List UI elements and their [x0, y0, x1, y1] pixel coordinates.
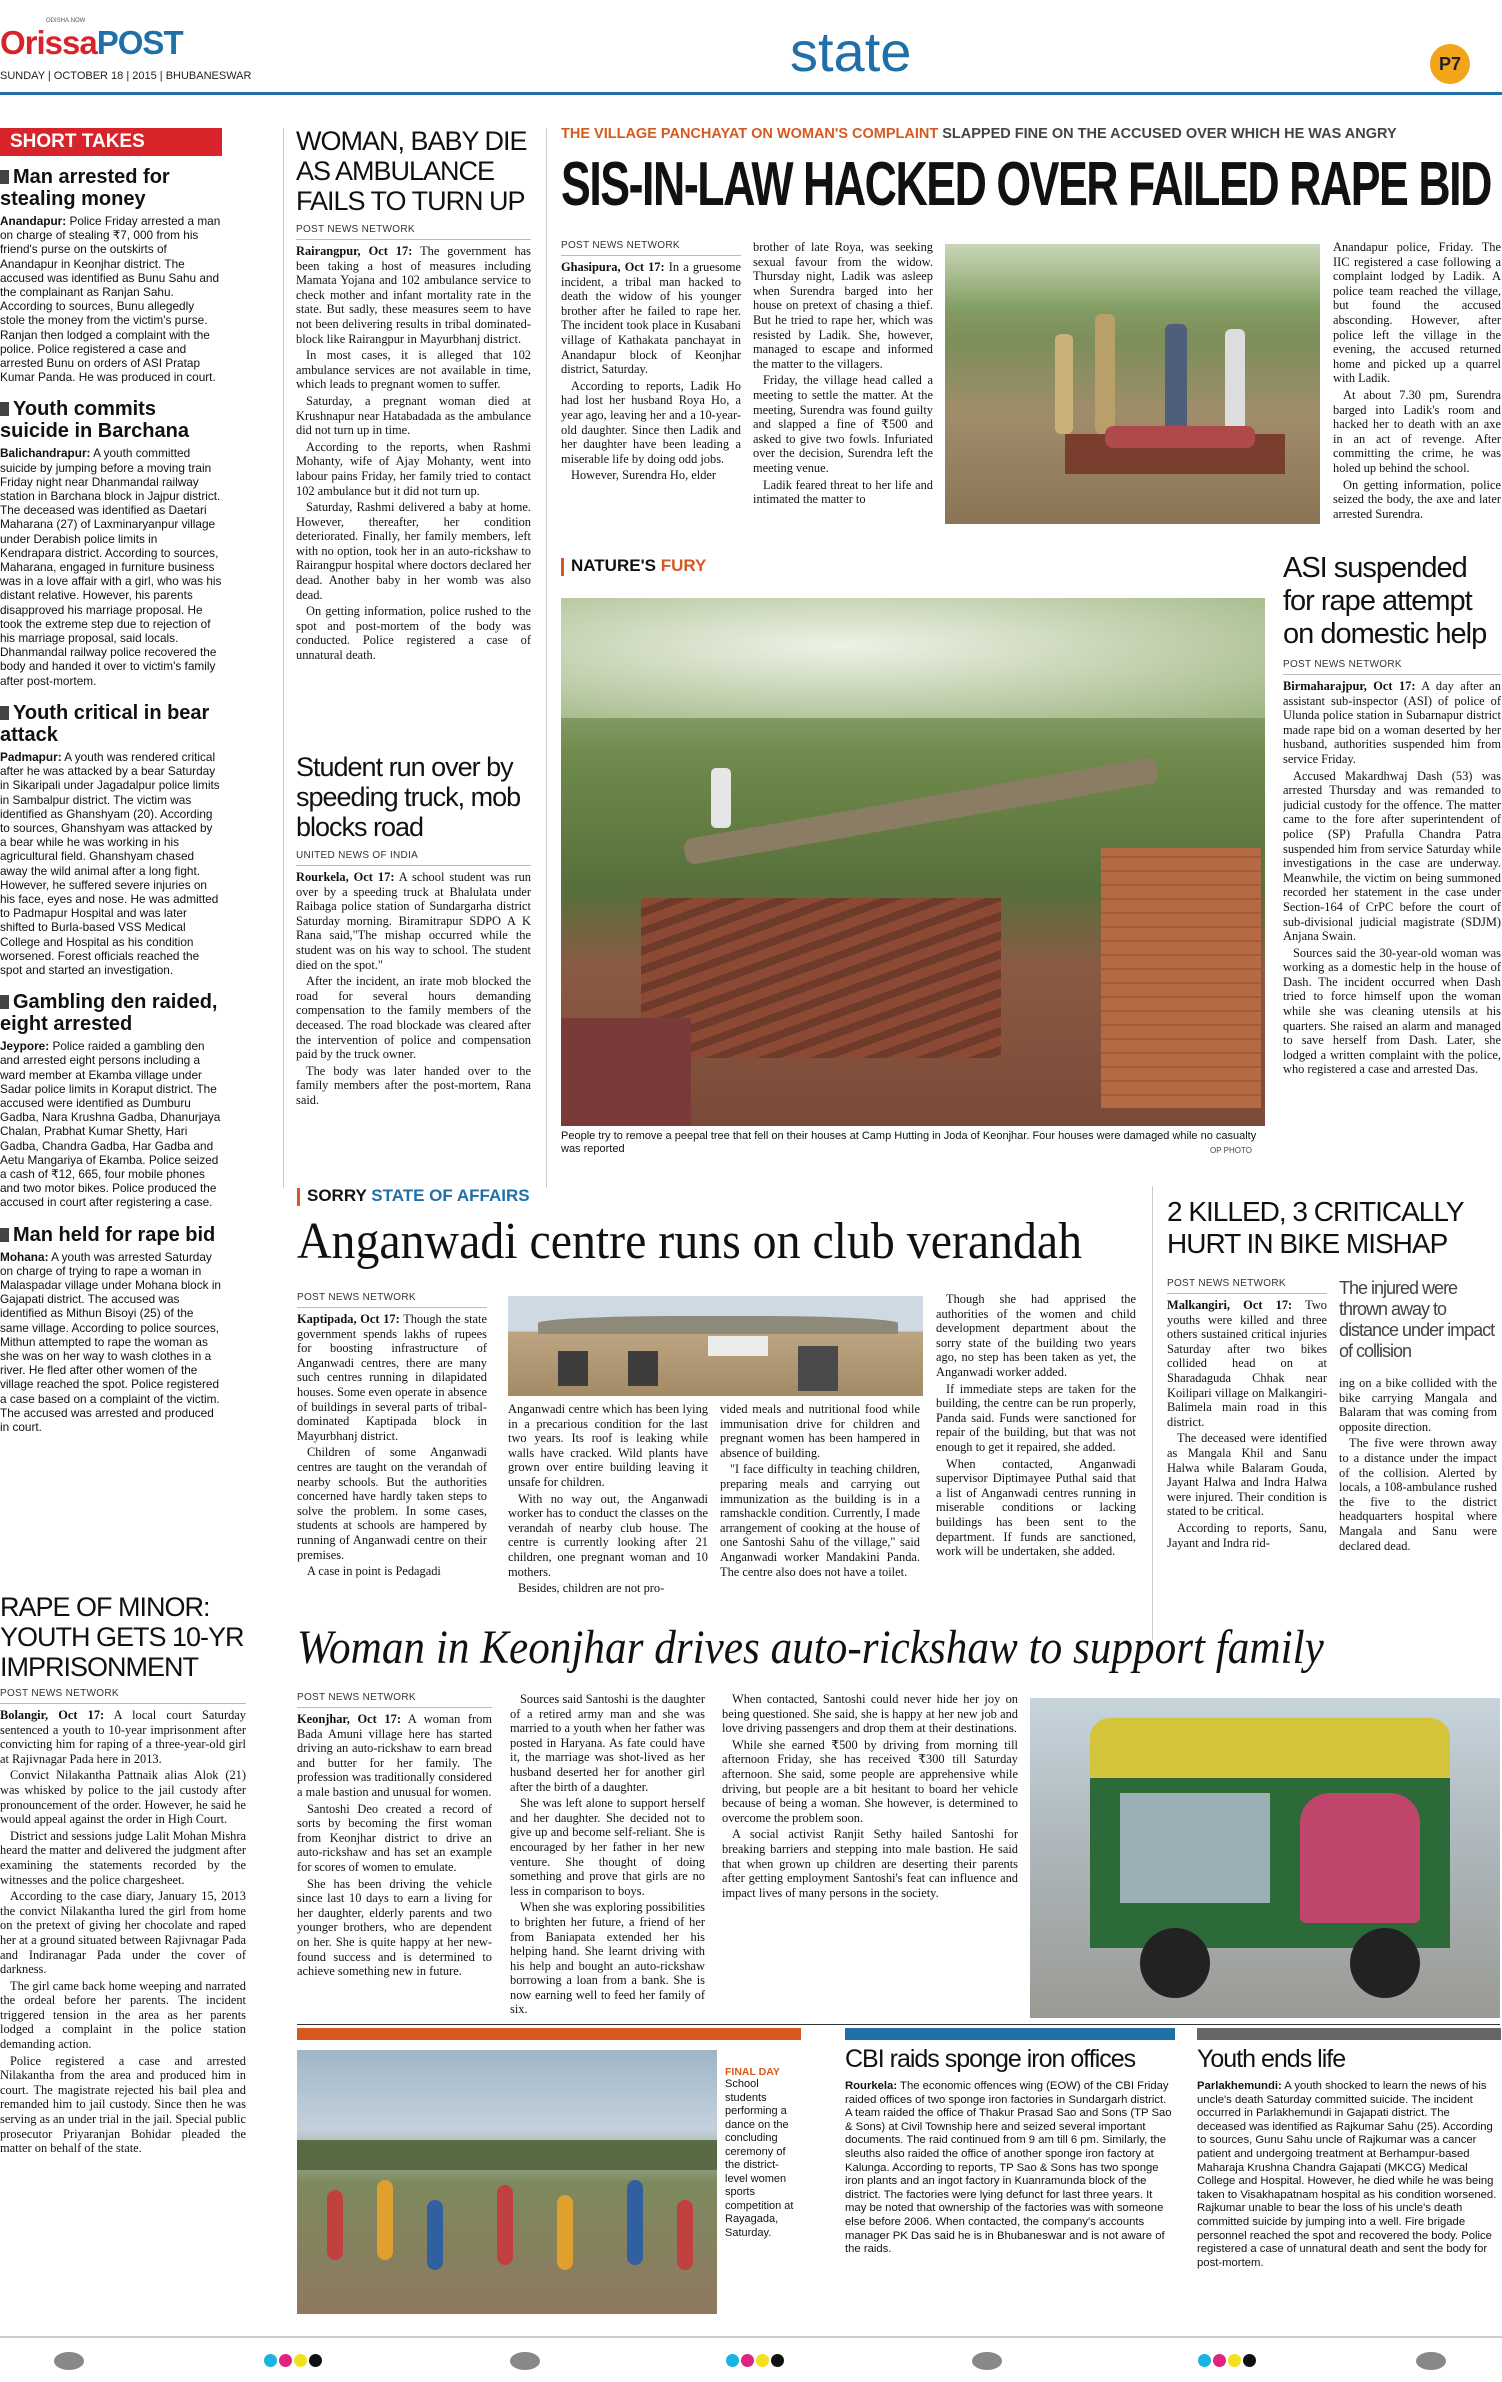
final-day-caption-text: School students performing a dance on the concluding ceremony of the district-level women sports competition at Rayagada, Saturday.	[725, 2078, 794, 2239]
logo-small-text: ODISHA.NOW	[46, 18, 86, 24]
short-takes-column	[0, 128, 222, 1588]
label-part-a: SORRY	[307, 1186, 372, 1205]
dateline: Malkangiri, Oct 17:	[1167, 1298, 1293, 1312]
masthead-rule	[0, 92, 1502, 95]
headline-rape-of-minor: RAPE OF MINOR: YOUTH GETS 10-YR IMPRISONMENT	[0, 1592, 244, 1682]
column-divider	[283, 128, 284, 1188]
bike-mishap-box	[1152, 1186, 1501, 1640]
print-registration-strip	[0, 2336, 1502, 2382]
kicker-part-a: THE VILLAGE PANCHAYAT ON WOMAN'S COMPLAINT	[561, 126, 943, 142]
dateline: Rairangpur, Oct 17:	[296, 244, 413, 258]
sis-in-law-col-2: brother of late Roya, was seeking sexual favour from the widow. Thursday night, Ladik was asleep when Surendra barged into her house on pretext of chasing a thief. But he tried to rape her, which was resisted by Ladik. She, however, managed to escape and informed the matter to the villagers. Friday, the village head called a meeting to settle the matter. At the meeting, Surendra was found guilty and slapped a fine of ₹500 and asked to give two fowls. Infuriated over the decision, Surendra left the meeting venue. Ladik feared threat to her life and intimated the matter to	[753, 240, 933, 507]
dateline: Kaptipada, Oct 17:	[297, 1312, 400, 1326]
square-bullet-icon	[0, 706, 9, 720]
label-bar-icon	[561, 558, 564, 576]
headline-student: Student run over by speeding truck, mob blocks road	[296, 752, 521, 842]
short-take-text: Police raided a gambling den and arrested eight persons including a ward member at Ekamba village under Sadar police limits in Koraput district. The accused were identified as Dumburu Gadba, Nara Krushna Gadba, Dhanurjaya Chalan, Prabhat Kumar Shetty, Hari Gadba, Chandra Gadba, Har Gadba and Aetu Mangariya of Ekamba. Police seized a cash of ₹12, 665, four mobile phones and two motor bikes. Police produced the accused in court after registering a case.	[0, 1039, 221, 1210]
keonjhar-col-1: POST NEWS NETWORK Keonjhar, Oct 17: A woman from Bada Amuni village here has started driving an auto-rickshaw to earn bread and butter for her family. The profession was traditionally considered a male bastion and unusual for women. Santoshi Deo created a record of sorts by becoming the first woman from Keonjhar district to drive an auto-rickshaw and has set an example for scores of women to emulate. She has been driving the vehicle since last 10 days to earn a living for her daughter, elderly parents and two younger brothers, who are dependent on her. She is quite happy at her new-found success and is determined to achieve something new in future.	[297, 1692, 492, 1979]
short-take-item	[0, 166, 222, 384]
short-take-dateline: Anandapur:	[0, 214, 67, 228]
bike-col-2: The injured were thrown away to distance under impact of collision ing on a bike collided with the bike carrying Mangala and Balaram that was coming from opposite direction. The five were thrown away to a distance under the impact of the collision. Alerted by locals, a 108-ambulance rushed the five to the district headquarters hospital where Mangala and Sanu were declared dead.	[1339, 1278, 1497, 1553]
short-take-item	[0, 702, 222, 977]
headline-cbi: CBI raids sponge iron offices	[845, 2045, 1136, 2073]
column-divider	[546, 128, 547, 1188]
color-dots-icon	[1198, 2354, 1258, 2372]
short-take-headline: Youth critical in bear attack	[0, 701, 210, 746]
dateline: Parlakhemundi:	[1197, 2080, 1282, 2092]
headline-youth-life: Youth ends life	[1197, 2045, 1346, 2073]
short-take-text: A youth committed suicide by jumping before a moving train Friday night near Dhanmandal railway station in Barchana block in Jajpur district. The deceased was identified as Daetari Maharana (27) of Laxminaryanpur village under Derabish police limits in Kendrapara district. According to sources, Maharana, engaged in furniture business was in a love affair with a girl, who was his distant relative. However, his parents disapproved his marriage proposal. He took the extreme step due to rejection of his marriage proposal, said locals. Dhanmandal railway police recovered the body and handed it over to victim's family after post-mortem.	[0, 446, 222, 688]
label-sorry-state	[297, 1186, 530, 1206]
byline: POST NEWS NETWORK	[297, 1292, 487, 1308]
short-take-headline: Youth commits suicide in Barchana	[0, 398, 189, 443]
photo-fallen-tree	[561, 598, 1265, 1126]
registration-mark-icon	[54, 2352, 84, 2370]
story-student	[296, 752, 531, 1172]
section-divider	[297, 2024, 1500, 2025]
story-rape-of-minor	[0, 1592, 246, 2312]
final-day-orange-bar	[297, 2028, 801, 2040]
kicker-part-b: SLAPPED FINE ON THE ACCUSED OVER WHICH HE WAS ANGRY	[942, 126, 1397, 142]
headline-sis-in-law: SIS-IN-LAW HACKED OVER FAILED RAPE BID	[561, 150, 1491, 219]
short-take-item	[0, 991, 222, 1209]
story-body: Rourkela, Oct 17: A school student was run over by a speeding truck at Bhalulata under Raibaga police station of Sundargarha district Saturday morning. Biramitrapur SDPO A K Rana said,"The mishap occurred while the student was on his way to school. The student died on the spot." After the incident, an irate mob blocked the road for several hours demanding compensation to the family members of the deceased. The road blockade was cleared after the intervention of police and compensation paid by the truck owner. The body was later handed over to the family members after the post-mortem, Rana said.	[296, 870, 531, 1107]
square-bullet-icon	[0, 402, 9, 416]
photo-anganwadi-building	[508, 1296, 923, 1396]
masthead	[0, 0, 1502, 100]
dateline: Keonjhar, Oct 17:	[297, 1712, 401, 1726]
keonjhar-col-2: Sources said Santoshi is the daughter of a retired army man and she was married to a youth when her father was posted in Haryana. As fate could have it, the marriage was shot-lived as her husband deserted her for another girl after the birth of a daughter. She was left alone to support herself and her daughter. She decided not to give up and become self-reliant. She is encouraged by her father in her new venture. She thought of doing something and prove that girls are no less in comparison to boys. When she was exploring possibilities to brighten her future, a friend of her from Baniapata extended her his helping hand. She learnt driving with his help and bought an auto-rickshaw borrowing a loan from a bank. She is now earning well to feed her family of six.	[510, 1692, 705, 2017]
label-natures-fury	[561, 556, 706, 576]
short-take-dateline: Mohana:	[0, 1249, 49, 1264]
anganwadi-col-4: Though she had apprised the authorities of the women and child development department about the sorry state of the building two years ago, no step has been taken as yet, the Anganwadi worker added. If immediate steps are taken for the building, the centre can be run properly, Panda said. Funds were sanctioned for repair of the building, but that was not enough to get it repaired, she added. When contacted, Anganwadi supervisor Diptimayee Puthal said that a list of Anganwadi centres running in miserable conditions or lacking buildings has been sent to the department. If funds are sanctioned, work will be undertaken, she added.	[936, 1292, 1136, 1559]
logo	[0, 18, 183, 62]
color-dots-icon	[726, 2354, 786, 2372]
square-bullet-icon	[0, 995, 9, 1009]
cbi-blue-bar	[845, 2028, 1175, 2040]
label-part-b: FURY	[660, 556, 707, 575]
story-body: Rairangpur, Oct 17: The government has been taking a host of measures including Mamata Yojana and 102 ambulance service to check mother and infant mortality rate in the state. But sadly, these measures seem to have not been delivering results in tribal dominated-block like Rairangpur in Mayurbhanj district. In most cases, it is alleged that 102 ambulance services are not available in time, which leads to pregnant women to suffer. Saturday, a pregnant woman died at Krushnapur near Hatabadada as the ambulance did not turn up in time. According to the reports, when Rashmi Mohanty, wife of Ajay Mohanty, went into labour pains Friday, her family tried to contact 102 ambulance but it did not turn up. Saturday, Rashmi delivered a baby at home. However, thereafter, her condition deteriorated. Finally, her family members, left with no option, took her in an auto-rickshaw to Rairangpur hospital where doctors declared her dead. Another baby in her womb was also dead. On getting information, police rushed to the spot and post-mortem of the body was conducted. Police registered a case of unnatural death.	[296, 244, 531, 663]
final-day-kicker: FINAL DAY	[725, 2066, 780, 2078]
sis-in-law-col-1: POST NEWS NETWORK Ghasipura, Oct 17: In a gruesome incident, a tribal man hacked to death the widow of his younger brother after he failed to rape her. The incident took place in Kusabani village of Kathakata panchayat in Anandapur block of Keonjhar district, Saturday. According to reports, Ladik Ho had lost her husband Roya Ho, a year ago, leaving her and a 10-year-old daughter. Since then Ladik and her daughter have been leading a miserable life by doing odd jobs. However, Surendra Ho, elder	[561, 240, 741, 483]
short-take-dateline: Padmapur:	[0, 749, 62, 764]
short-take-dateline: Jeypore:	[0, 1039, 50, 1054]
youth-life-bar	[1197, 2028, 1501, 2040]
dateline: Bolangir, Oct 17:	[0, 1708, 105, 1722]
short-take-text: A youth was arrested Saturday on charge of trying to rape a woman in Malaspadar village under Mohana block in Gajapati district. The accused was identified as Mithun Bisoyi (25) of the same village. According to police sources, Mithun attempted to rape the woman as she was on her way to wash clothes in a river. He fled after other women of the village reached the spot. Police registered a case based on a complaint of the victim. The accused was arrested and produced in court.	[0, 1249, 221, 1435]
photo-school-dance	[297, 2050, 717, 2314]
short-take-dateline: Balichandrapur:	[0, 446, 91, 461]
short-take-headline: Man arrested for stealing money	[0, 166, 170, 210]
headline-asi: ASI suspended for rape attempt on domestic help	[1283, 552, 1487, 650]
sis-in-law-col-3: Anandapur police, Friday. The IIC registered a case following a complaint lodged by Ladik. A police team reached the village, but found the accused absconding. However, after police left the village in the evening, the accused returned home and picked up a quarrel with Ladik. At about 7.30 pm, Surendra barged into Ladik's room and hacked her to death with an axe in an act of revenge. After committing the crime, he was holed up behind the school. On getting information, police seized the body, the axe and later arrested Surendra.	[1333, 240, 1501, 521]
square-bullet-icon	[0, 1228, 9, 1242]
story-body: Bolangir, Oct 17: A local court Saturday sentenced a youth to 10-year imprisonment after convicting him for raping of a three-year-old girl at Rajivnagar Pada here in 2013. Convict Nilakantha Pattnaik alias Alok (21) was whisked by police to the jail custody after pronouncement of the order. However, he said he would appeal against the order in High Court. District and sessions judge Lalit Mohan Mishra heard the matter and delivered the judgment after examining the statements recorded by the witnesses and the police chargesheet. According to the case diary, January 15, 2013 the convict Nilakantha lured the girl from home on the pretext of giving her chocolate and raped her at a ground situated between Rajivnagar Pada and Indiranagar Pada under the cover of darkness. The girl came back home weeping and narrated the ordeal before her parents. The incident triggered tension in the area as her parents lodged a complaint in the police station demanding action. Police registered a case and arrested Nilakantha from the area and produced him in court. The magistrate rejected his bail plea and remanded him to jail custody. Since then he was serving as an under trial in the jail. Special public prosecutor Priyaranjan Bohidar pleaded the matter on behalf of the state.	[0, 1708, 246, 2156]
byline: POST NEWS NETWORK	[0, 1688, 246, 1704]
photo-police-at-scene	[945, 244, 1320, 524]
photo-caption-natures-fury: People try to remove a peepal tree that fell on their houses at Camp Hutting in Joda of Keonjhar. Four houses were damaged while no casualty was reported	[561, 1130, 1257, 1155]
label-bar-icon	[297, 1188, 300, 1206]
logo-post: POST	[96, 24, 183, 61]
registration-mark-icon	[972, 2352, 1002, 2370]
keonjhar-col-3: When contacted, Santoshi could never hide her joy on being questioned. She said, she is happy at her new job and love driving passengers and drop them at their destinations. While she earned ₹500 by driving from morning till afternoon Friday, she has received ₹300 till Saturday afternoon. She said, some people are apprehensive while driving, but people are a bit hesitant to board her vehicle because of being a woman. She however, is determined to overcome the problem soon. A social activist Ranjit Sethy hailed Santoshi for breaking barriers and stepping into male bastion. He said that when grown up children are deserting their parents after getting employment Santoshi's feat can influence and impact lives of many persons in the society.	[722, 1692, 1018, 1900]
short-takes-label-b: TAKES	[81, 131, 145, 152]
label-part-b: STATE OF AFFAIRS	[371, 1186, 530, 1205]
bike-col-1: POST NEWS NETWORK Malkangiri, Oct 17: Two youths were killed and three others sustained critical injuries Saturday after two bikes collided head on at Sharadaguda Chhak near Koilipari village on Malkangiri-Balimela main road in this district. The deceased were identified as Mangala Khil and Sanu Halwa while Balaram Gouda, Jayant Halwa and Indra Halwa were injured. Their condition is stated to be critical. According to reports, Sanu, Jayant and Indra rid-	[1167, 1278, 1327, 1550]
dateline: Rourkela, Oct 17:	[296, 870, 395, 884]
short-take-text: A youth was rendered critical after he was attacked by a bear Saturday in Sikaripali under Jagadalpur police limits in Sambalpur district. The victim was identified as Ghanshyam (20). According to sources, Ghanshyam was attacked by a bear while he was working in his agricultural field. Ghanshyam chased away the wild animal after a long fight. However, he suffered severe injuries on his face, eyes and nose. He was admitted to Padmapur Hospital and was later shifted to Burla-based VSS Medical College and Hospital as his condition worsened. Forest officials reached the spot and started an investigation.	[0, 749, 220, 977]
pull-quote: The injured were thrown away to distance under impact of collision	[1339, 1278, 1495, 1361]
headline-ambulance: WOMAN, BABY DIE AS AMBULANCE FAILS TO TURN UP	[296, 126, 527, 216]
headline-bike-mishap: 2 KILLED, 3 CRITICALLY HURT IN BIKE MISHAP	[1167, 1196, 1463, 1259]
dateline: Ghasipura, Oct 17:	[561, 260, 665, 274]
byline: POST NEWS NETWORK	[296, 224, 531, 240]
dateline: Birmaharajpur, Oct 17:	[1283, 679, 1416, 693]
anganwadi-col-2: Anganwadi centre which has been lying in a precarious condition for the last two years. Its roof is leaking while walls have cracked. Wild plants have grown over entire building leaving it unsafe for children. With no way out, the Anganwadi worker has to conduct the classes on the verandah of nearby club house. The centre is currently looking after 21 children, one pregnant woman and 10 mothers. Besides, children are not pro-	[508, 1402, 708, 1596]
label-part-a: NATURE'S	[571, 556, 661, 575]
kicker-sis-in-law	[561, 126, 1501, 142]
masthead-dateline: SUNDAY | OCTOBER 18 | 2015 | BHUBANESWAR	[0, 70, 252, 82]
page-number-badge: P7	[1430, 44, 1470, 84]
photo-auto-rickshaw	[1030, 1698, 1500, 2018]
registration-mark-icon	[1416, 2352, 1446, 2370]
short-take-headline: Man held for rape bid	[13, 1223, 216, 1246]
color-dots-icon	[264, 2354, 324, 2372]
short-takes-label-a: SHORT	[10, 131, 82, 152]
short-take-item	[0, 1224, 222, 1435]
byline: POST NEWS NETWORK	[1167, 1278, 1327, 1294]
short-take-item	[0, 398, 222, 687]
anganwadi-col-3: vided meals and nutritional food while immunisation drive for children and pregnant women has been hampered in absence of building. "I face difficulty in teaching children, preparing meals and carrying out immunization as the building is in a ramshackle condition. Currently, I made arrangement of cooking at the house of one Santoshi Sahu of the village," said Anganwadi worker Mandakini Panda. The centre also does not have a toilet.	[720, 1402, 920, 1579]
story-ambulance	[296, 126, 531, 736]
anganwadi-col-1: POST NEWS NETWORK Kaptipada, Oct 17: Though the state government spends lakhs of rupees for boosting infrastructure of Anganwadi centres, there are many such centres running in dilapidated houses. Some even operate in absence of buildings in several parts of tribal-dominated Kaptipada block in Mayurbhanj district. Children of some Anganwadi centres are taught on the verandah of nearby schools. But the authorities concerned have hardly taken steps to solve the problem. In some cases, students at schools are hampered by running of Anganwadi centre on their premises. A case in point is Pedagadi	[297, 1292, 487, 1579]
byline: POST NEWS NETWORK	[1283, 659, 1501, 675]
square-bullet-icon	[0, 170, 9, 184]
byline: POST NEWS NETWORK	[561, 240, 741, 256]
final-day-caption	[725, 2066, 801, 2240]
headline-keonjhar: Woman in Keonjhar drives auto-rickshaw to support family	[297, 1621, 1324, 1674]
byline: UNITED NEWS OF INDIA	[296, 850, 531, 866]
byline: POST NEWS NETWORK	[297, 1692, 492, 1708]
short-takes-label	[0, 128, 222, 156]
section-title: state	[790, 20, 912, 83]
photo-credit: OP PHOTO	[1210, 1146, 1252, 1155]
dateline: Rourkela:	[845, 2080, 898, 2092]
headline-anganwadi: Anganwadi centre runs on club verandah	[297, 1213, 1083, 1270]
story-asi-suspended: ASI suspended for rape attempt on domestic help POST NEWS NETWORK Birmaharajpur, Oct 17: A day after an assistant sub-inspector (ASI) of police of Ulunda police station in Subarnapur district made rape bid on a woman deserted by her husband, authorities suspended him from service Friday. Accused Makardhwaj Dash (53) was arrested Thursday and was remanded to judicial custody for the offence. The matter came to the fore after superintendent of police (SP) Prafulla Chandra Patra suspended him from service Saturday while investigations in the case are underway. Meanwhile, the victim on being summoned recorded her statement in the case under Section-164 of CrPC before the court of sub-divisional judicial magistrate (SDJM) Anjana Swain. Sources said the 30-year-old woman was working as a domestic help in the house of Dash. The incident occurred when Dash tried to force himself upon the woman while she was cleaning utensils at his quarters. She raised an alarm and managed to save herself from Dash. Later, she lodged a written complaint with the police, who registered a case and arrested Das.	[1283, 552, 1501, 1077]
registration-mark-icon	[510, 2352, 540, 2370]
short-take-text: Police Friday arrested a man on charge of stealing ₹7, 000 from his friend's purse on the outskirts of Anandapur in Keonjhar district. The accused was identified as Bunu Sahu and the complainant as Ranjan Sahu. According to sources, Bunu allegedly stole the money from the victim's purse. Ranjan then lodged a complaint with the police. Police registered a case and arrested Bunu on orders of ASI Pratap Kumar Panda. He was produced in court.	[0, 214, 221, 385]
story-youth-ends-life: Youth ends life Parlakhemundi: A youth shocked to learn the news of his uncle's death Saturday committed suicide. The incident occurred in Parlakhemundi in Gajapati district. The deceased was identified as Rajkumar Sahu (25). According to sources, Gunu Sahu uncle of Rajkumar was a cancer patient and undergoing treatment at Berhampur-based Maharaja Krushna Chandra Gajapati (MKCG) Medical College and Hospital. However, he died while he was being taken to Visakhapatnam hospital as his condition worsened. Rajkumar unable to bear the loss of his uncle's death committed suicide by jumping into a well. Fire brigade personnel reached the spot and recovered the body. Police registered a case of unnatural death and sent the body for post-mortem.	[1197, 2044, 1501, 2334]
story-cbi-raids: CBI raids sponge iron offices Rourkela: The economic offences wing (EOW) of the CBI Friday raided offices of two sponge iron factories in Sundargarh district. A team raided the office of Thakur Prasad Sao and Sons (TP Sao & Sons) at Civil Township here and seized several important documents. The raid continued from 9 am till 6 pm. Similarly, the sleuths also raided the office of another sponge iron factory at Kalunga. According to reports, TP Sao & Sons has two sponge iron plants and an ingot factory in Kuanramunda block of the district. The factories were lying defunct for last three years. It may be noted that ownership of the factories was with someone else before 2006. When contacted, the company's accounts manager PK Das said he is in Bhubaneswar and is not aware of the raids.	[845, 2044, 1175, 2334]
short-take-headline: Gambling den raided, eight arrested	[0, 991, 218, 1036]
logo-orissa: Orissa	[0, 24, 97, 61]
